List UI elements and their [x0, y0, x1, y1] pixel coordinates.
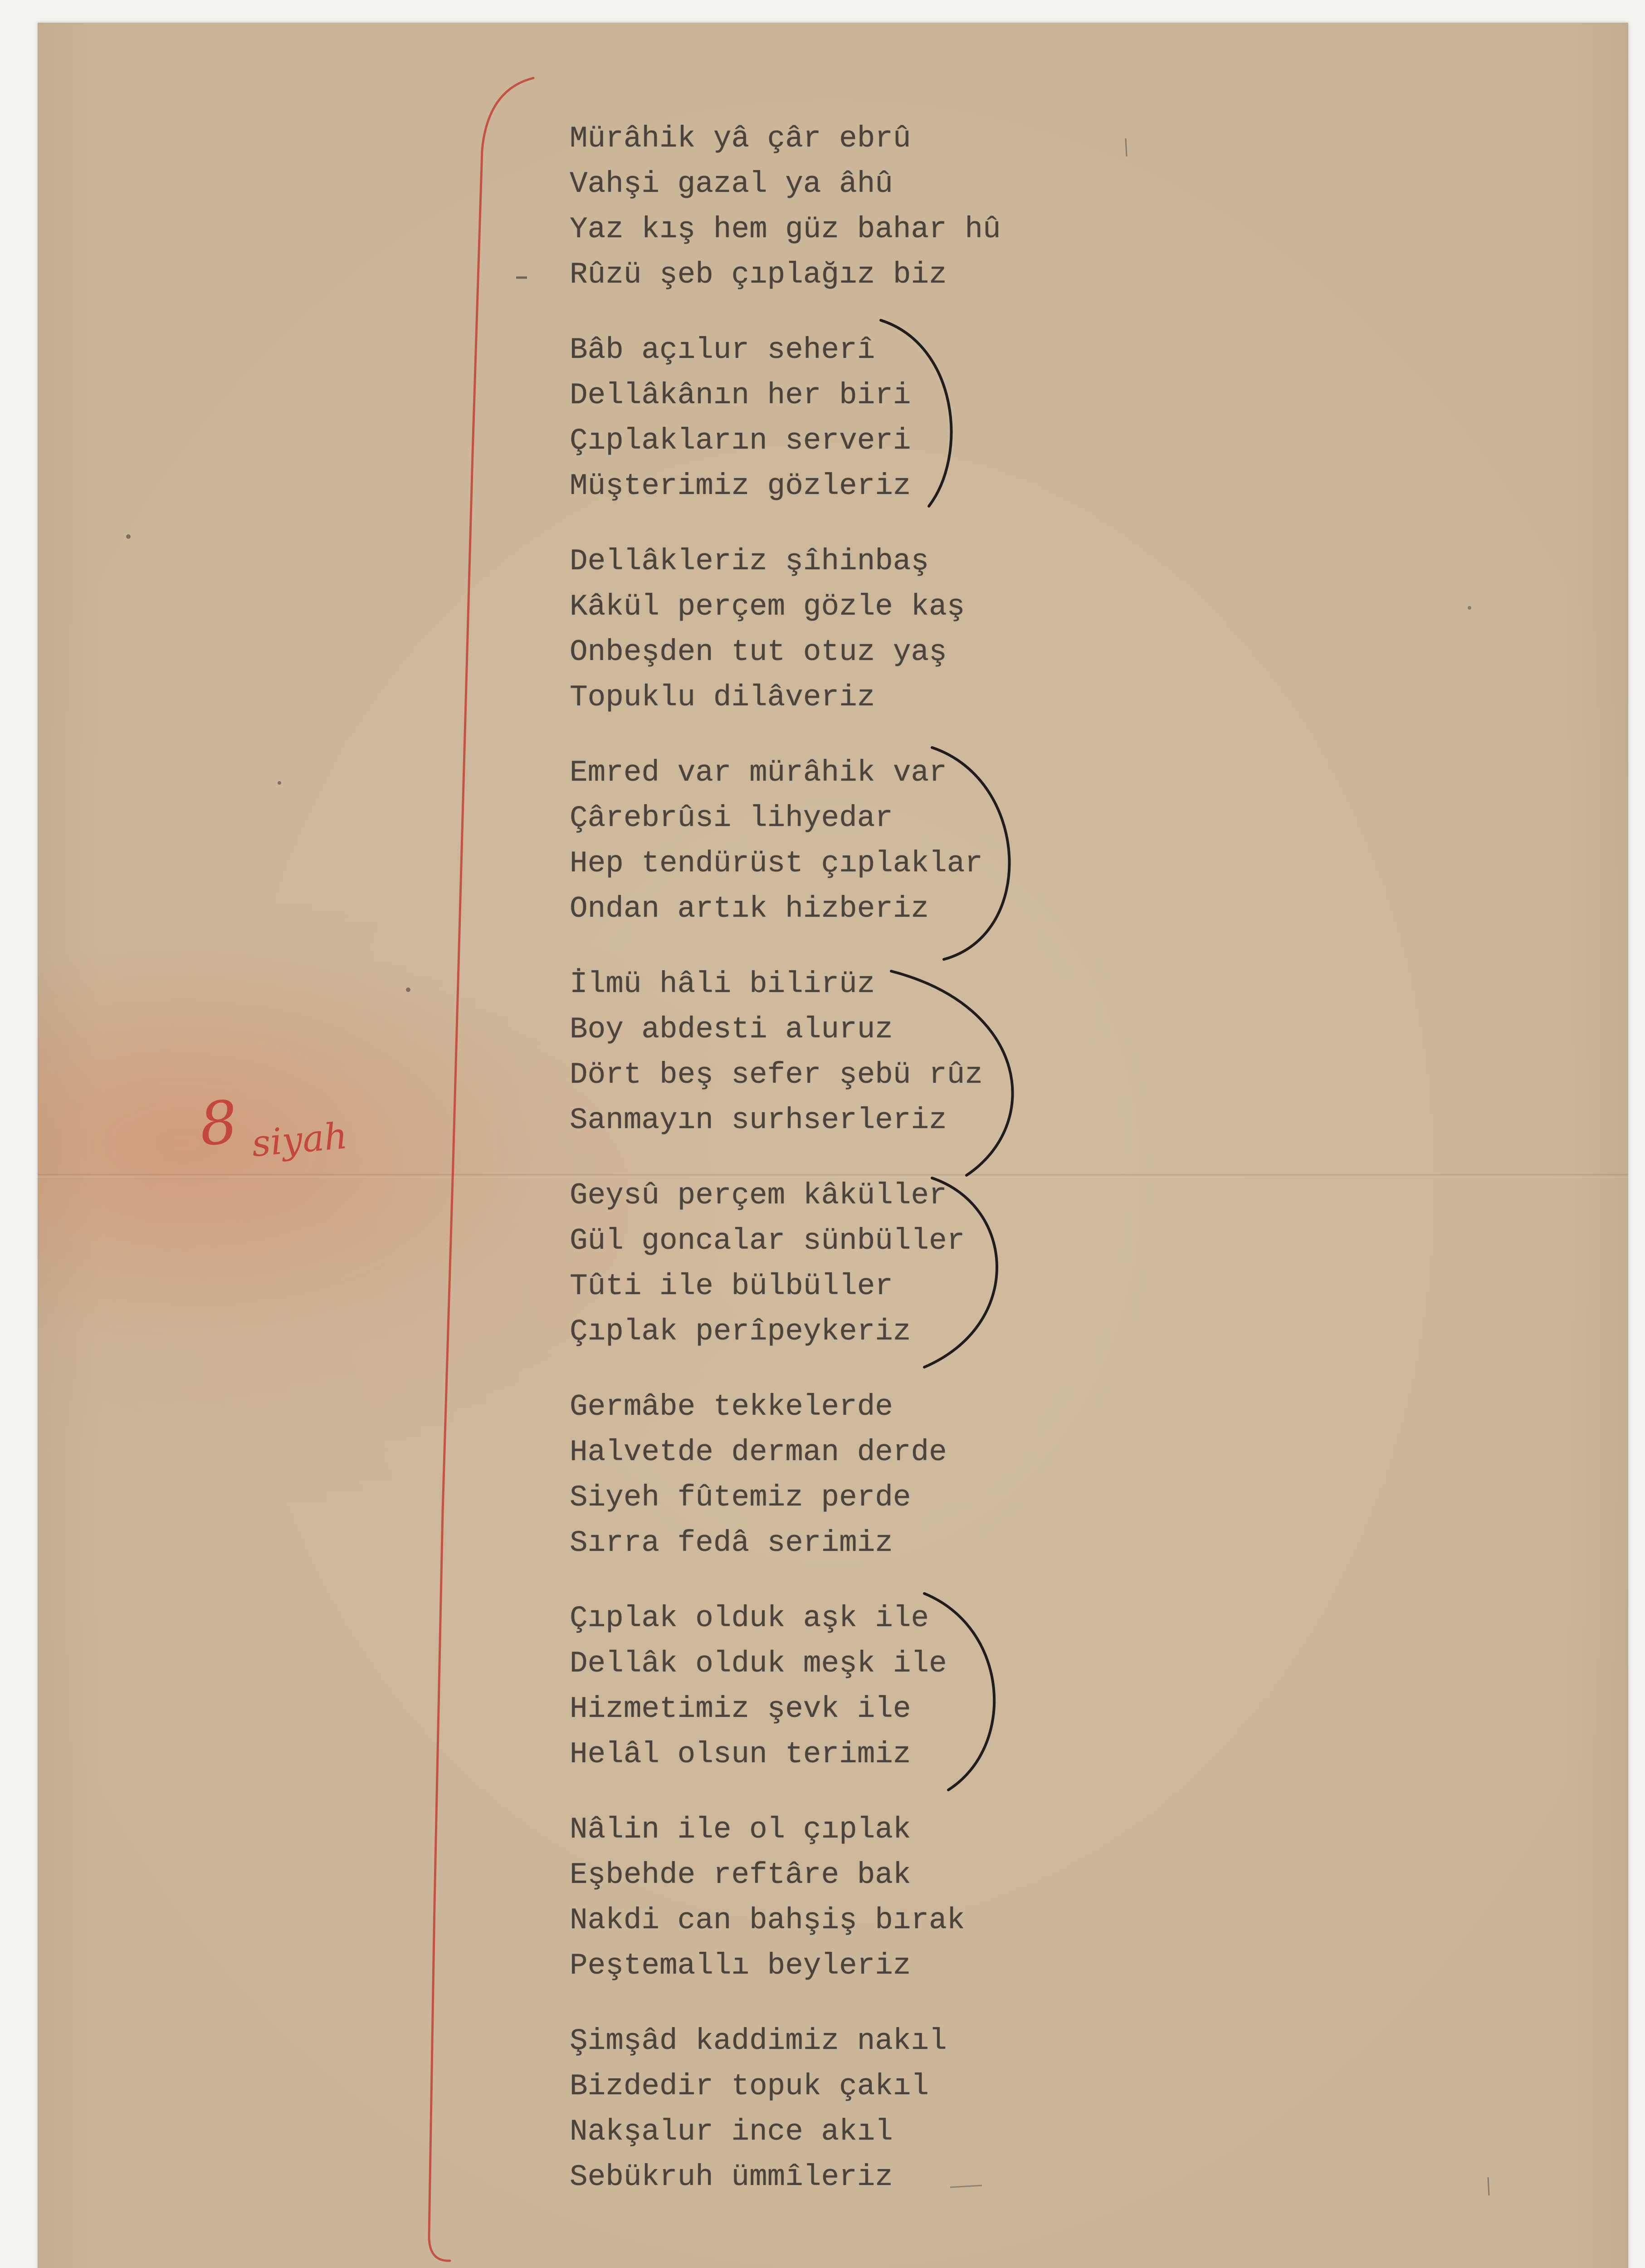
poem-line: Sebükruh ümmîleriz [570, 2160, 893, 2194]
stanza-10 [570, 2019, 1091, 2200]
stanza-8 [570, 1596, 1091, 1777]
poem-line: Helâl olsun terimiz [570, 1737, 911, 1771]
stanza-7 [570, 1384, 1091, 1566]
poem-line: Çârebrûsi lihyedar [570, 801, 893, 835]
margin-note-text: siyah [250, 1114, 349, 1165]
poem-line: Eşbehde reftâre bak [570, 1858, 911, 1892]
stanza-3 [570, 539, 1091, 720]
poem-line: Rûzü şeb çıplağız biz [570, 258, 947, 292]
poem-line: Nâlin ile ol çıplak [570, 1813, 911, 1847]
stanza-6 [570, 1173, 1091, 1354]
poem-line: Bâb açılur seherî [570, 333, 875, 367]
poem-line: Ondan artık hizberiz [570, 892, 929, 926]
poem-line: Dellâk olduk meşk ile [570, 1647, 947, 1681]
stanza-9 [570, 1807, 1091, 1989]
poem-line: Nakşalur ince akıl [570, 2115, 893, 2149]
poem-line: İlmü hâli bilirüz [570, 967, 875, 1001]
poem-line: Gül goncalar sünbüller [570, 1224, 965, 1258]
poem-line: Çıplak perîpeykeriz [570, 1315, 911, 1349]
poem-line: Germâbe tekkelerde [570, 1390, 893, 1424]
poem-line: Sırra fedâ serimiz [570, 1526, 893, 1560]
poem-line: Yaz kış hem güz bahar hû [570, 212, 1001, 246]
stanza-4 [570, 750, 1091, 932]
poem-line: Tûti ile bülbüller [570, 1269, 893, 1303]
poem-line: Dellâkânın her biri [570, 378, 911, 412]
poem-line: Sanmayın surhserleriz [570, 1103, 947, 1137]
poem-line: Çıplak olduk aşk ile [570, 1601, 929, 1635]
poem-line: Hizmetimiz şevk ile [570, 1692, 911, 1726]
poem-line: Dellâkleriz şîhinbaş [570, 544, 929, 578]
poem-line: Vahşi gazal ya âhû [570, 167, 893, 201]
poem-line: Nakdi can bahşiş bırak [570, 1903, 965, 1937]
poem-line: Boy abdesti aluruz [570, 1012, 893, 1046]
poem [570, 116, 1091, 2230]
poem-line: Topuklu dilâveriz [570, 680, 875, 714]
poem-line: Peştemallı beyleriz [570, 1949, 911, 1983]
poem-line: Siyeh fûtemiz perde [570, 1481, 911, 1515]
poem-line: Şimşâd kaddimiz nakıl [570, 2024, 947, 2058]
poem-line: Müşterimiz gözleriz [570, 469, 911, 503]
margin-note-number: 8 [196, 1087, 240, 1159]
stanza-5 [570, 962, 1091, 1143]
poem-line: Halvetde derman derde [570, 1435, 947, 1469]
poem-line: Çıplakların serveri [570, 424, 911, 458]
poem-line: Geysû perçem kâküller [570, 1178, 947, 1212]
poem-line: Hep tendürüst çıplaklar [570, 846, 983, 880]
stanza-2 [570, 327, 1091, 509]
poem-line: Emred var mürâhik var [570, 756, 947, 790]
poem-line: Onbeşden tut otuz yaş [570, 635, 947, 669]
poem-line: Dört beş sefer şebü rûz [570, 1058, 983, 1092]
margin-note [196, 1078, 349, 1165]
poem-line: Kâkül perçem gözle kaş [570, 590, 965, 624]
poem-line: Mürâhik yâ çâr ebrû [570, 122, 911, 156]
stanza-1 [570, 116, 1091, 298]
poem-line: Bizdedir topuk çakıl [570, 2069, 929, 2103]
